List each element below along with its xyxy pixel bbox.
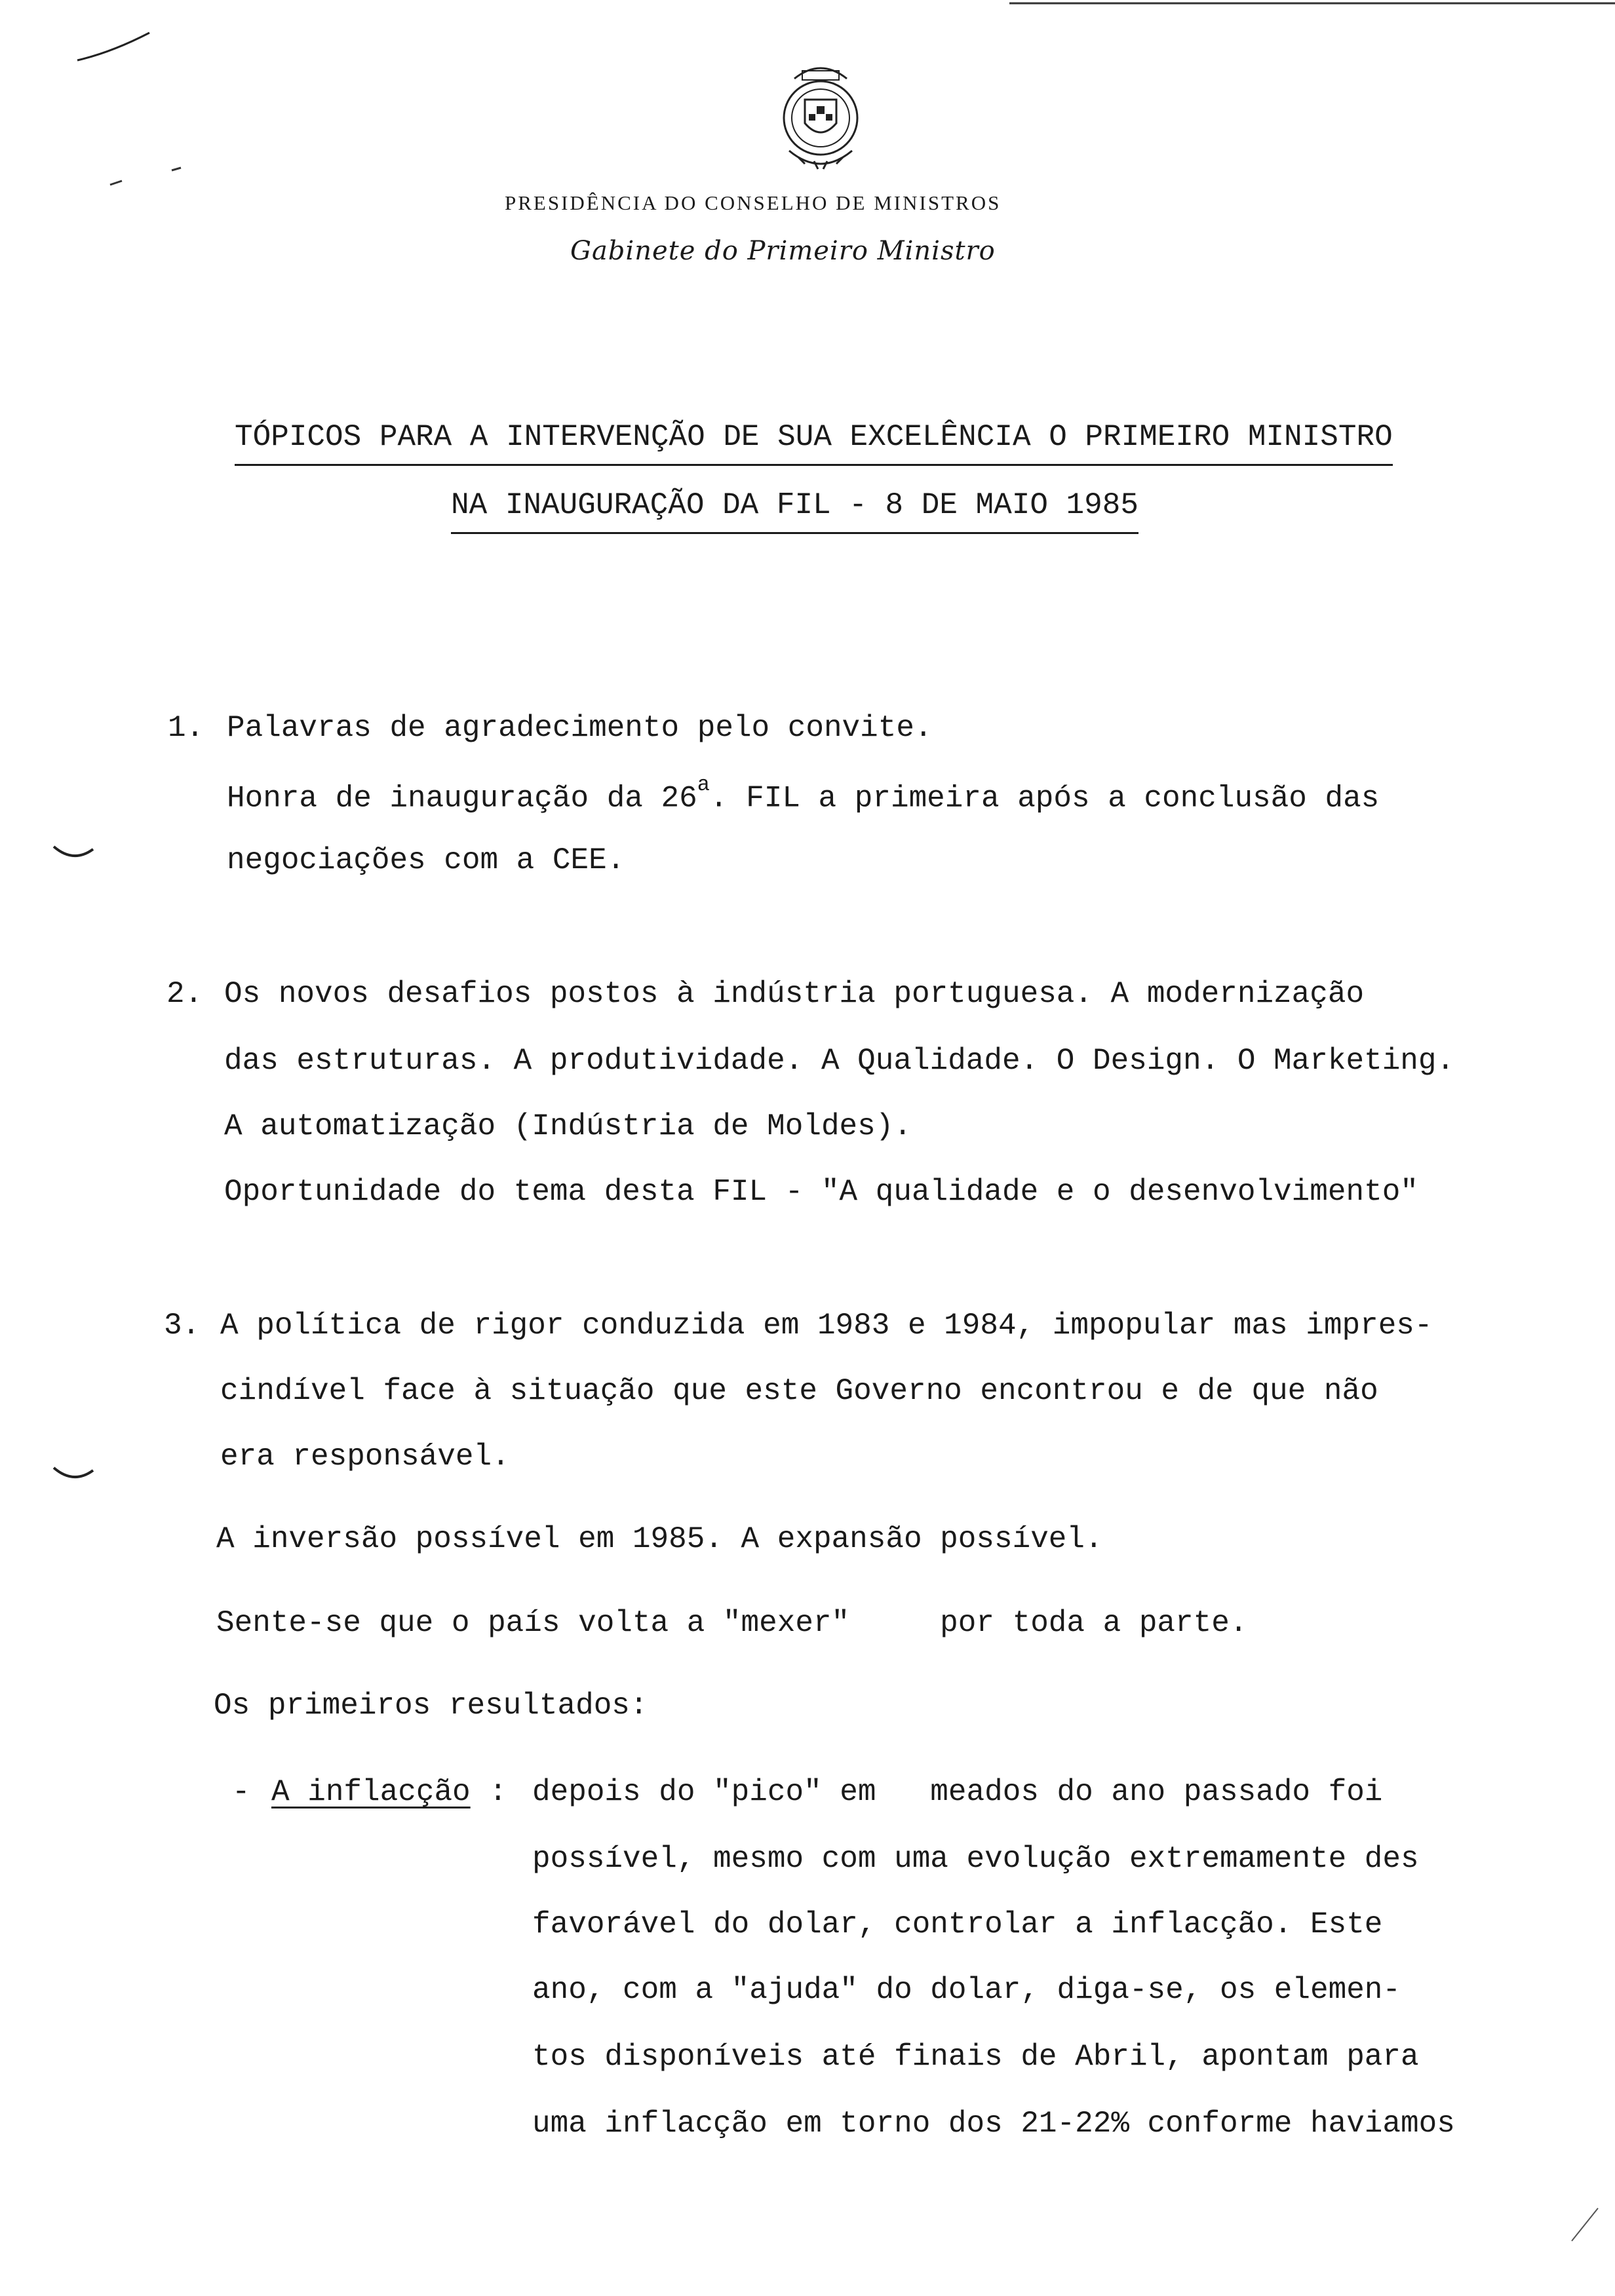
item-2-line-4: Oportunidade do tema desta FIL - "A qualidade e o desenvolvimento"	[224, 1175, 1418, 1209]
item-3-line-4: A inversão possível em 1985. A expansão possível.	[216, 1522, 1103, 1556]
item-1-number: 1.	[168, 711, 204, 745]
letterhead-office-script: Gabinete do Primeiro Ministro	[570, 236, 996, 266]
subitem-dash: -	[232, 1775, 250, 1809]
item-1-line-2: Honra de inauguração da 26$^a$. FIL a primeira após a conclusão das	[227, 773, 1380, 816]
subitem-line-5: tos disponíveis até finais de Abril, apontam para	[532, 2040, 1419, 2074]
subitem-line-4: ano, com a "ajuda" do dolar, diga-se, os elemen-	[532, 1973, 1401, 2007]
item-2-line-3: A automatização (Indústria de Moldes).	[224, 1109, 912, 1143]
subitem-label-inflaccao: A inflacção	[271, 1775, 471, 1809]
letterhead-institution: PRESIDÊNCIA DO CONSELHO DE MINISTROS	[505, 191, 1002, 214]
document-title-line-2: NA INAUGURAÇÃO DA FIL - 8 DE MAIO 1985	[451, 490, 1138, 534]
item-3-line-1: A política de rigor conduzida em 1983 e 1984, impopular mas impres-	[220, 1309, 1433, 1343]
item-3-line-3: era responsável.	[220, 1440, 510, 1474]
item-2-number: 2.	[166, 977, 203, 1011]
coat-of-arms-seal	[762, 52, 880, 183]
document-title-line-1: TÓPICOS PARA A INTERVENÇÃO DE SUA EXCELÊNCIA O PRIMEIRO MINISTRO	[235, 422, 1393, 466]
subitem-line-2: possível, mesmo com uma evolução extremamente des	[532, 1842, 1419, 1876]
ordinal-superscript: a	[697, 773, 710, 797]
subitem-line-3: favorável do dolar, controlar a inflacção. Este	[532, 1907, 1383, 1942]
subitem-line-1: depois do "pico" em meados do ano passado foi	[532, 1775, 1383, 1809]
item-3-line-6: Os primeiros resultados:	[214, 1689, 648, 1723]
item-3-number: 3.	[164, 1309, 201, 1343]
item-1-line-1: Palavras de agradecimento pelo convite.	[227, 711, 933, 745]
item-3-line-5: Sente-se que o país volta a "mexer" por toda a parte.	[216, 1606, 1248, 1640]
item-1-line-3: negociações com a CEE.	[227, 843, 625, 877]
item-2-line-2: das estruturas. A produtividade. A Qualidade. O Design. O Marketing.	[224, 1044, 1455, 1078]
item-2-line-1: Os novos desafios postos à indústria portuguesa. A modernização	[224, 977, 1365, 1011]
subitem-colon: :	[489, 1775, 507, 1809]
item-3-line-2: cindível face à situação que este Governo encontrou e de que não	[220, 1374, 1378, 1408]
subitem-line-6: uma inflacção em torno dos 21-22% conforme haviamos	[532, 2107, 1455, 2141]
